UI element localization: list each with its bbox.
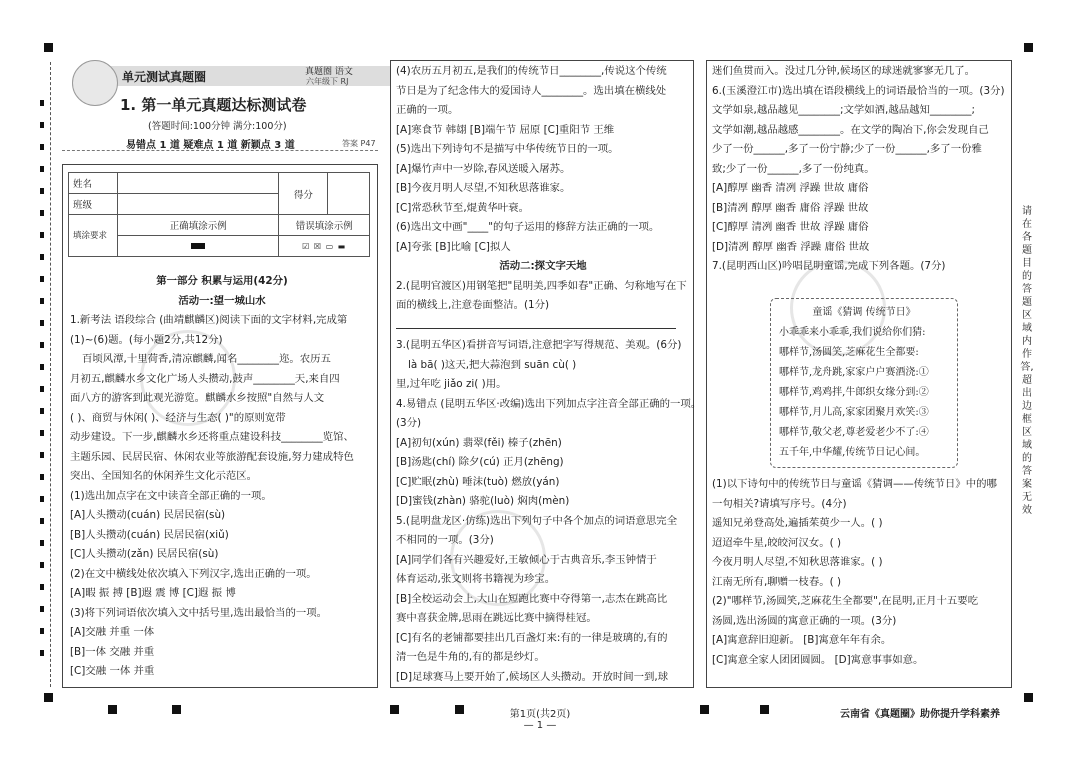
passage-line: 少了一份______,多了一份宁静;少了一份______,多了一份雅 xyxy=(712,143,982,155)
option[interactable]: [C]交融 一体 并重 xyxy=(70,665,155,677)
question: 2.(昆明官渡区)用钢笔把"昆明美,四季如春"正确、匀称地写在下 xyxy=(396,279,687,292)
name-field[interactable] xyxy=(118,173,279,194)
question: (2)在文中横线处依次填入下列汉字,选出正确的一项。 xyxy=(70,567,317,580)
registration-mark xyxy=(1024,693,1033,702)
passage-line: 主题乐园、民居民宿、休闲农业等旅游配套设施,努力建成特色 xyxy=(70,450,354,463)
writing-line[interactable] xyxy=(396,316,690,337)
option[interactable]: [A]夸张 [B]比喻 [C]拟人 xyxy=(396,240,511,253)
option[interactable]: [A]初旬(xún) 翡翠(fěi) 榛子(zhēn) xyxy=(396,436,562,449)
grade: 六年级下 RJ xyxy=(306,77,349,86)
question: (4)农历五月初五,是我们的传统节日________,传说这个传统 xyxy=(396,65,667,77)
wrong-sample: ☑ ☒ ▭ ▬ xyxy=(279,236,370,257)
option[interactable]: [C]有名的老铺都要挂出几百盏灯来:有的一律是玻璃的,有的 xyxy=(396,631,668,644)
question: 4.易错点 (昆明五华区·改编)选出下列加点字注音全部正确的一项。 xyxy=(396,397,702,410)
difficulty-stats: 易错点 1 道 疑难点 1 道 新颖点 3 道 xyxy=(126,140,295,151)
label-name: 姓名 xyxy=(69,173,118,194)
question: 6.(玉溪澄江市)选出填在语段横线上的词语最恰当的一项。(3分) xyxy=(712,84,1005,97)
question: (1)选出加点字在文中读音全部正确的一项。 xyxy=(70,489,272,502)
class-field[interactable] xyxy=(118,194,279,215)
passage-line: 文学如潮,越品越感________。在文学的陶冶下,你会发现自己 xyxy=(712,123,989,136)
question: 面的横线上,注意卷面整洁。(1分) xyxy=(396,299,550,311)
q1-stem: (1)~(6)题。(每小题2分,共12分) xyxy=(70,333,223,346)
passage-line: 百顷风潭,十里荷香,清凉麒麟,闻名________迩。农历五 xyxy=(82,353,331,365)
option[interactable]: [A]寒食节 韩翃 [B]端午节 屈原 [C]重阳节 王维 xyxy=(396,123,615,136)
part-heading: 第一部分 积累与运用(42分) xyxy=(156,275,288,287)
question: (6)选出文中画"____"的句子运用的修辞方法正确的一项。 xyxy=(396,221,660,233)
rhyme-line: 哪样节,月儿高,家家团聚月欢笑:③ xyxy=(779,407,929,418)
option[interactable]: [B]一体 交融 并重 xyxy=(70,645,155,658)
section-left xyxy=(70,272,374,682)
rhyme-line: 哪样节,龙舟跳,家家户户赛酒浇:① xyxy=(779,367,929,378)
label-fill-req: 填涂要求 xyxy=(69,215,118,257)
passage-line: 文学如泉,越品越见________;文学如酒,越品越知________; xyxy=(712,104,975,116)
q1-stem: 1.新考法 语段综合 (曲靖麒麟区)阅读下面的文字材料,完成第 xyxy=(70,314,348,326)
passage-line: 致;少了一份______,多了一份纯真。 xyxy=(712,162,875,175)
rhyme-line: 哪样节,汤圆笑,芝麻花生全都要: xyxy=(779,347,919,358)
rhyme-line: 五千年,中华耀,传统节日记心间。 xyxy=(779,447,926,458)
question: 5.(昆明盘龙区·仿练)选出下列句子中各个加点的词语意思完全 xyxy=(396,514,678,527)
question: 节日是为了纪念伟大的爱国诗人________。选出填在横线处 xyxy=(396,84,667,97)
passage-line: ( )、商贸与休闲( )、经济与生态( )"的原则宽带 xyxy=(70,411,286,424)
question: (2)"哪样节,汤圆笑,芝麻花生全都要",在昆明,正月十五要吃 xyxy=(712,595,979,607)
option[interactable]: [A]交融 并重 一体 xyxy=(70,626,155,638)
activity-heading: 活动一:望一城山水 xyxy=(178,294,266,307)
label-correct: 正确填涂示例 xyxy=(118,215,279,236)
question: 正确的一项。 xyxy=(396,104,459,116)
exam-meta: (答题时间:100分钟 满分:100分) xyxy=(148,121,287,132)
registration-mark xyxy=(1024,43,1033,52)
fill-item[interactable]: 江南无所有,聊赠一枝春。( ) xyxy=(712,575,842,588)
page-title: 1. 第一单元真题达标测试卷 xyxy=(120,96,307,114)
question: 7.(昆明西山区)吟唱昆明童谣,完成下列各题。(7分) xyxy=(712,260,946,272)
option: 迷们鱼贯而入。没过几分钟,候场区的球迷就寥寥无几了。 xyxy=(712,65,976,77)
divider xyxy=(62,150,378,151)
question: 一句相关?请填写序号。(4分) xyxy=(712,497,847,510)
nursery-rhyme-box xyxy=(770,298,958,468)
question: (3)将下列词语依次填入文中括号里,选出最恰当的一项。 xyxy=(70,606,328,619)
brand: 真题圈 语文 xyxy=(305,67,353,77)
option[interactable]: [D]蜜钱(zhàn) 骆驼(luò) 焖肉(mèn) xyxy=(396,495,570,507)
passage-line: 动步建设。下一步,麒麟水乡还将重点建设科技________览馆、 xyxy=(70,431,354,443)
option[interactable]: [A]人头攒动(cuán) 民居民宿(sù) xyxy=(70,509,226,521)
option[interactable]: [C]贮眠(zhù) 唾沫(tuò) 燃放(yán) xyxy=(396,475,560,488)
option[interactable]: [A]同学们各有兴趣爱好,王敏倾心于古典音乐,李玉钟情于 xyxy=(396,553,657,566)
passage-line: 突出、全国知名的休闲养生文化示范区。 xyxy=(70,470,258,482)
question: 不相同的一项。(3分) xyxy=(396,534,494,546)
option[interactable]: [D]足球赛马上要开始了,候场区人头攒动。开放时间一到,球 xyxy=(396,670,669,683)
option[interactable]: 清一色是牛角的,有的都是纱灯。 xyxy=(396,651,545,663)
activity-heading: 活动二:探文字天地 xyxy=(499,260,587,272)
section-middle xyxy=(396,62,702,687)
registration-mark xyxy=(44,43,53,52)
option[interactable]: [C]寓意全家人团团圆圆。 [D]寓意事事如意。 xyxy=(712,653,924,666)
label-class: 班级 xyxy=(69,194,118,215)
option[interactable]: [A]寓意辞旧迎新。 [B]寓意年年有余。 xyxy=(712,634,892,646)
question: 3.(昆明五华区)看拼音写词语,注意把字写得规范、美观。(6分) xyxy=(396,339,682,351)
fill-item[interactable]: 迢迢牵牛星,皎皎河汉女。( ) xyxy=(712,536,842,549)
option[interactable]: [B]清冽 醇厚 幽香 庸俗 浮躁 世故 xyxy=(712,201,869,214)
question: (3分) xyxy=(396,417,422,429)
timing-marks xyxy=(40,100,44,660)
banner-title: 单元测试真题圈 xyxy=(122,70,207,84)
footer-slogan: 云南省《真题圈》助你提升学科素养 xyxy=(840,709,1000,720)
rhyme-line: 小乖乖来小乖乖,我们说给你们猜: xyxy=(779,327,926,338)
answer-ref: 答案 P47 xyxy=(342,139,376,148)
section-right-bottom xyxy=(712,475,1008,670)
rhyme-title: 童谣《猜调 传统节日》 xyxy=(812,307,916,318)
option[interactable]: [D]清冽 醇厚 幽香 浮躁 庸俗 世故 xyxy=(712,240,870,253)
question: (1)以下诗句中的传统节日与童谣《猜调——传统节日》中的哪 xyxy=(712,478,997,490)
option[interactable]: [B]今夜月明人尽望,不知秋思落谁家。 xyxy=(396,182,571,194)
option[interactable]: 赛中喜获金牌,思雨在跳远比赛中摘得桂冠。 xyxy=(396,612,597,624)
option[interactable]: 体育运动,张文则将书籍视为珍宝。 xyxy=(396,573,556,585)
label-score: 得分 xyxy=(279,173,328,215)
correct-sample xyxy=(118,236,279,257)
fill-item[interactable]: 遥知兄弟登高处,遍插茱萸少一人。( ) xyxy=(712,517,883,529)
option[interactable]: [B]全校运动会上,大山在短跑比赛中夺得第一,志杰在跳高比 xyxy=(396,592,668,605)
side-note: 请在各题目的答题区域内作答,超出边框区域的答案无效 xyxy=(1020,206,1034,516)
option[interactable]: [B]人头攒动(cuán) 民居民宿(xiǔ) xyxy=(70,528,229,541)
option[interactable]: [B]汤匙(chí) 除夕(cú) 正月(zhēng) xyxy=(396,456,564,468)
pinyin-line[interactable]: 里,过年吃 jiǎo zi( )用。 xyxy=(396,378,507,390)
rhyme-line: 哪样节,鸡鸡拌,牛郎织女缘分到:② xyxy=(779,387,929,398)
page-num-center: — 1 — xyxy=(523,720,557,731)
mascot-logo xyxy=(72,60,118,106)
section-right-top xyxy=(712,62,1008,277)
registration-mark xyxy=(44,693,53,702)
fill-item[interactable]: 今夜月明人尽望,不知秋思落谁家。( ) xyxy=(712,556,883,568)
page-number: 第1页(共2页) xyxy=(509,709,571,720)
option[interactable]: [C]人头攒动(zǎn) 民居民宿(sù) xyxy=(70,548,219,560)
option[interactable]: [C]常恐秋节至,焜黄华叶衰。 xyxy=(396,201,529,214)
question: (5)选出下列诗句不是描写中华传统节日的一项。 xyxy=(396,143,619,155)
question: 汤圆,选出汤圆的寓意正确的一项。(3分) xyxy=(712,614,897,627)
option[interactable]: [C]醇厚 清冽 幽香 世故 浮躁 庸俗 xyxy=(712,221,869,233)
option[interactable]: [A]爆竹声中一岁除,春风送暖入屠苏。 xyxy=(396,162,571,175)
score-field[interactable] xyxy=(328,173,370,215)
pinyin-line[interactable]: là bā( )这天,把大蒜泡到 suān cù( ) xyxy=(408,358,577,371)
passage-line: 月初五,麒麟水乡文化广场人头攒动,鼓声________天,来自四 xyxy=(70,372,340,385)
binding-line xyxy=(50,62,51,687)
option[interactable]: [A]醇厚 幽香 清冽 浮躁 世故 庸俗 xyxy=(712,182,869,194)
passage-line: 面八方的游客到此观光游览。麒麟水乡按照"自然与人文 xyxy=(70,392,325,404)
label-wrong: 错误填涂示例 xyxy=(279,215,370,236)
rhyme-line: 哪样节,敬父老,尊老爱老少不了:④ xyxy=(779,427,929,438)
info-table xyxy=(68,172,370,257)
option[interactable]: [A]暇 振 搏 [B]遐 震 博 [C]遐 振 博 xyxy=(70,587,236,599)
